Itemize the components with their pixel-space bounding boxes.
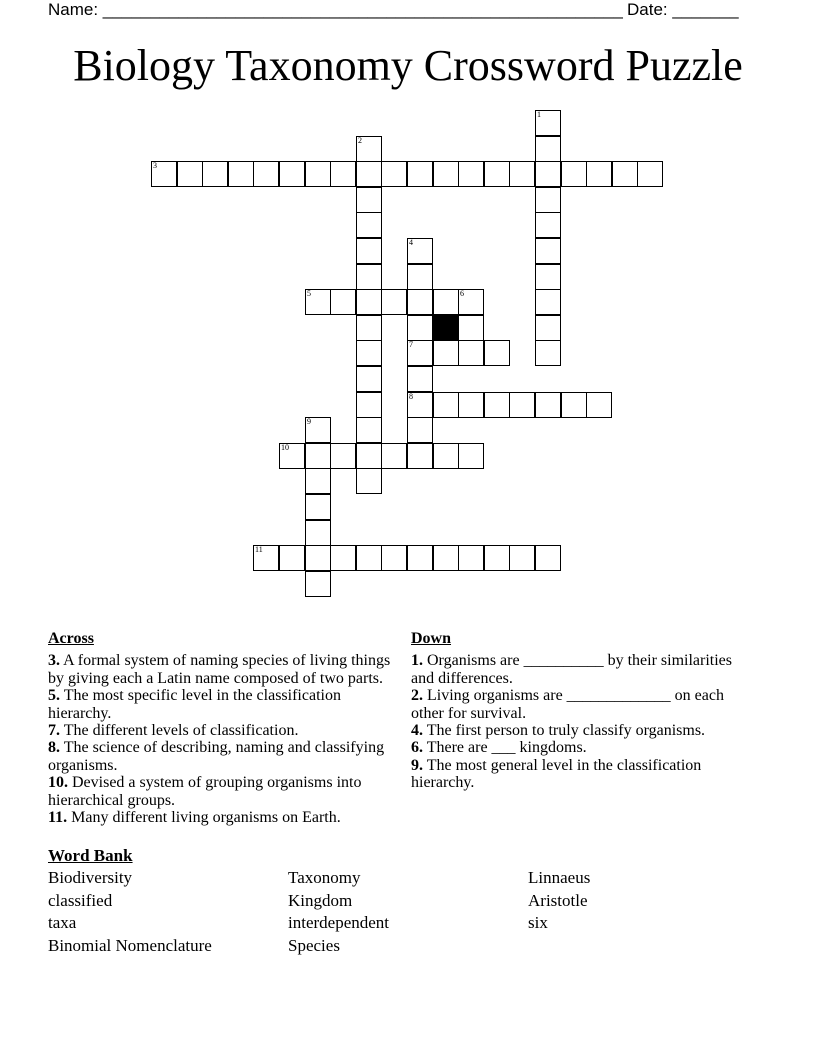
crossword-cell[interactable]: [433, 289, 459, 315]
crossword-cell[interactable]: [356, 238, 382, 264]
crossword-cell[interactable]: [484, 392, 510, 418]
word-bank-item: Binomial Nomenclature: [48, 936, 212, 955]
word-bank-item: Kingdom: [288, 891, 353, 910]
clue-down-1: 1. Organisms are __________ by their similarities and differences.: [411, 652, 732, 687]
crossword-cell[interactable]: [356, 468, 382, 494]
crossword-cell[interactable]: [458, 315, 484, 341]
crossword-cell[interactable]: [407, 417, 433, 443]
down-clues: [411, 630, 741, 792]
crossword-cell[interactable]: [356, 187, 382, 213]
crossword-cell[interactable]: [253, 161, 279, 187]
crossword-cell[interactable]: [407, 238, 433, 264]
crossword-cell[interactable]: [407, 366, 433, 392]
clue-across-7: 7. The different levels of classification.: [48, 722, 299, 740]
crossword-cell[interactable]: [151, 161, 177, 187]
crossword-cell[interactable]: [330, 161, 356, 187]
crossword-cell[interactable]: [407, 264, 433, 290]
crossword-cell[interactable]: [356, 340, 382, 366]
clue-down-2: 2. Living organisms are _____________ on each other for survival.: [411, 687, 724, 722]
crossword-cell[interactable]: [381, 443, 407, 469]
clue-across-11: 11. Many different living organisms on Earth.: [48, 809, 341, 827]
word-bank-item: six: [528, 913, 548, 932]
cell-number: 7: [409, 340, 413, 349]
crossword-cell[interactable]: [177, 161, 203, 187]
crossword-cell[interactable]: [356, 161, 382, 187]
cell-number: 3: [153, 161, 157, 170]
down-heading: Down: [411, 630, 452, 647]
across-clues: [48, 630, 393, 826]
cell-number: 4: [409, 238, 413, 247]
crossword-cell[interactable]: [637, 161, 663, 187]
crossword-cell[interactable]: [535, 238, 561, 264]
crossword-cell[interactable]: [356, 417, 382, 443]
crossword-black-cell: [433, 315, 459, 341]
crossword-cell[interactable]: [330, 545, 356, 571]
word-bank-item: Species: [288, 936, 340, 955]
crossword-cell[interactable]: [356, 392, 382, 418]
crossword-cell[interactable]: [509, 545, 535, 571]
crossword-cell[interactable]: [305, 468, 331, 494]
crossword-cell[interactable]: [458, 443, 484, 469]
crossword-cell[interactable]: [330, 289, 356, 315]
crossword-cell[interactable]: [356, 545, 382, 571]
cell-number: 5: [307, 289, 311, 298]
crossword-cell[interactable]: [586, 161, 612, 187]
crossword-cell[interactable]: [356, 443, 382, 469]
crossword-cell[interactable]: [484, 340, 510, 366]
crossword-cell[interactable]: [279, 545, 305, 571]
crossword-cell[interactable]: [433, 545, 459, 571]
word-bank-item: Biodiversity: [48, 868, 133, 887]
clue-down-6: 6. There are ___ kingdoms.: [411, 739, 587, 757]
crossword-cell[interactable]: [458, 392, 484, 418]
crossword-cell[interactable]: [535, 110, 561, 136]
crossword-cell[interactable]: [612, 161, 638, 187]
crossword-cell[interactable]: [458, 289, 484, 315]
crossword-cell[interactable]: [202, 161, 228, 187]
crossword-cell[interactable]: [484, 161, 510, 187]
crossword-cell[interactable]: [535, 161, 561, 187]
clue-across-8: 8. The science of describing, naming and classifying organisms.: [48, 739, 385, 774]
crossword-cell[interactable]: [586, 392, 612, 418]
clue-down-9: 9. The most general level in the classification hierarchy.: [411, 756, 702, 792]
crossword-cell[interactable]: [458, 340, 484, 366]
crossword-cell[interactable]: [509, 392, 535, 418]
crossword-cell[interactable]: [356, 289, 382, 315]
crossword-cell[interactable]: [381, 289, 407, 315]
cell-number: 1: [537, 110, 541, 119]
word-bank-item: Taxonomy: [288, 868, 361, 887]
crossword-cell[interactable]: [535, 315, 561, 341]
crossword-cell[interactable]: [535, 264, 561, 290]
word-bank-item: taxa: [48, 913, 77, 932]
word-bank-item: classified: [48, 891, 113, 910]
crossword-cell[interactable]: [356, 136, 382, 162]
crossword-cell[interactable]: [433, 392, 459, 418]
crossword-cell[interactable]: [279, 443, 305, 469]
crossword-cell[interactable]: [458, 545, 484, 571]
crossword-cell[interactable]: [305, 494, 331, 520]
crossword-cell[interactable]: [535, 340, 561, 366]
crossword-cell[interactable]: [484, 545, 510, 571]
clue-down-4: 4. The first person to truly classify organisms.: [411, 722, 706, 740]
across-heading: Across: [48, 630, 94, 647]
page-title: Biology Taxonomy Crossword Puzzle: [73, 41, 743, 90]
word-bank-item: Aristotle: [528, 891, 588, 910]
crossword-cell[interactable]: [407, 545, 433, 571]
crossword-cell[interactable]: [356, 264, 382, 290]
crossword-cell[interactable]: [433, 340, 459, 366]
crossword-cell[interactable]: [330, 443, 356, 469]
clue-across-10: 10. Devised a system of grouping organisms into hierarchical groups.: [48, 774, 362, 809]
crossword-cell[interactable]: [407, 289, 433, 315]
crossword-cell[interactable]: [535, 545, 561, 571]
crossword-cell[interactable]: [433, 161, 459, 187]
crossword-cell[interactable]: [535, 187, 561, 213]
cell-number: 8: [409, 392, 413, 401]
crossword-cell[interactable]: [305, 161, 331, 187]
word-bank-heading: Word Bank: [48, 846, 133, 865]
cell-number: 6: [460, 289, 464, 298]
crossword-cell[interactable]: [305, 289, 331, 315]
crossword-cell[interactable]: [381, 545, 407, 571]
crossword-cell[interactable]: [407, 340, 433, 366]
date-field[interactable]: Date: _______: [627, 0, 739, 19]
crossword-cell[interactable]: [407, 392, 433, 418]
crossword-cell[interactable]: [305, 545, 331, 571]
cell-number: 11: [255, 545, 263, 554]
crossword-cell[interactable]: [407, 161, 433, 187]
crossword-cell[interactable]: [253, 545, 279, 571]
cell-number: 10: [281, 443, 289, 452]
crossword-cell[interactable]: [381, 161, 407, 187]
crossword-cell[interactable]: [279, 161, 305, 187]
crossword-cell[interactable]: [356, 315, 382, 341]
crossword-cell[interactable]: [407, 315, 433, 341]
crossword-cell[interactable]: [535, 392, 561, 418]
clue-across-3: 3. A formal system of naming species of living things by giving each a Latin name composed of two parts.: [48, 652, 391, 687]
cell-number: 9: [307, 417, 311, 426]
crossword-cell[interactable]: [228, 161, 254, 187]
crossword-cell[interactable]: [509, 161, 535, 187]
crossword-cell[interactable]: [535, 212, 561, 238]
word-bank-item: interdependent: [288, 913, 390, 932]
crossword-cell[interactable]: [407, 443, 433, 469]
crossword-cell[interactable]: [305, 417, 331, 443]
cell-number: 2: [358, 136, 362, 145]
crossword-cell[interactable]: [305, 443, 331, 469]
crossword-cell[interactable]: [433, 443, 459, 469]
name-field[interactable]: Name: _______________________________________________________: [48, 0, 623, 19]
crossword-cell[interactable]: [305, 571, 331, 597]
word-bank-item: Linnaeus: [528, 868, 591, 887]
clue-across-5: 5. The most specific level in the classification hierarchy.: [48, 687, 341, 722]
crossword-cell[interactable]: [535, 289, 561, 315]
crossword-cell[interactable]: [356, 212, 382, 238]
crossword-cell[interactable]: [356, 366, 382, 392]
crossword-cell[interactable]: [561, 161, 587, 187]
crossword-cell[interactable]: [458, 161, 484, 187]
crossword-cell[interactable]: [305, 520, 331, 546]
crossword-cell[interactable]: [535, 136, 561, 162]
crossword-cell[interactable]: [561, 392, 587, 418]
